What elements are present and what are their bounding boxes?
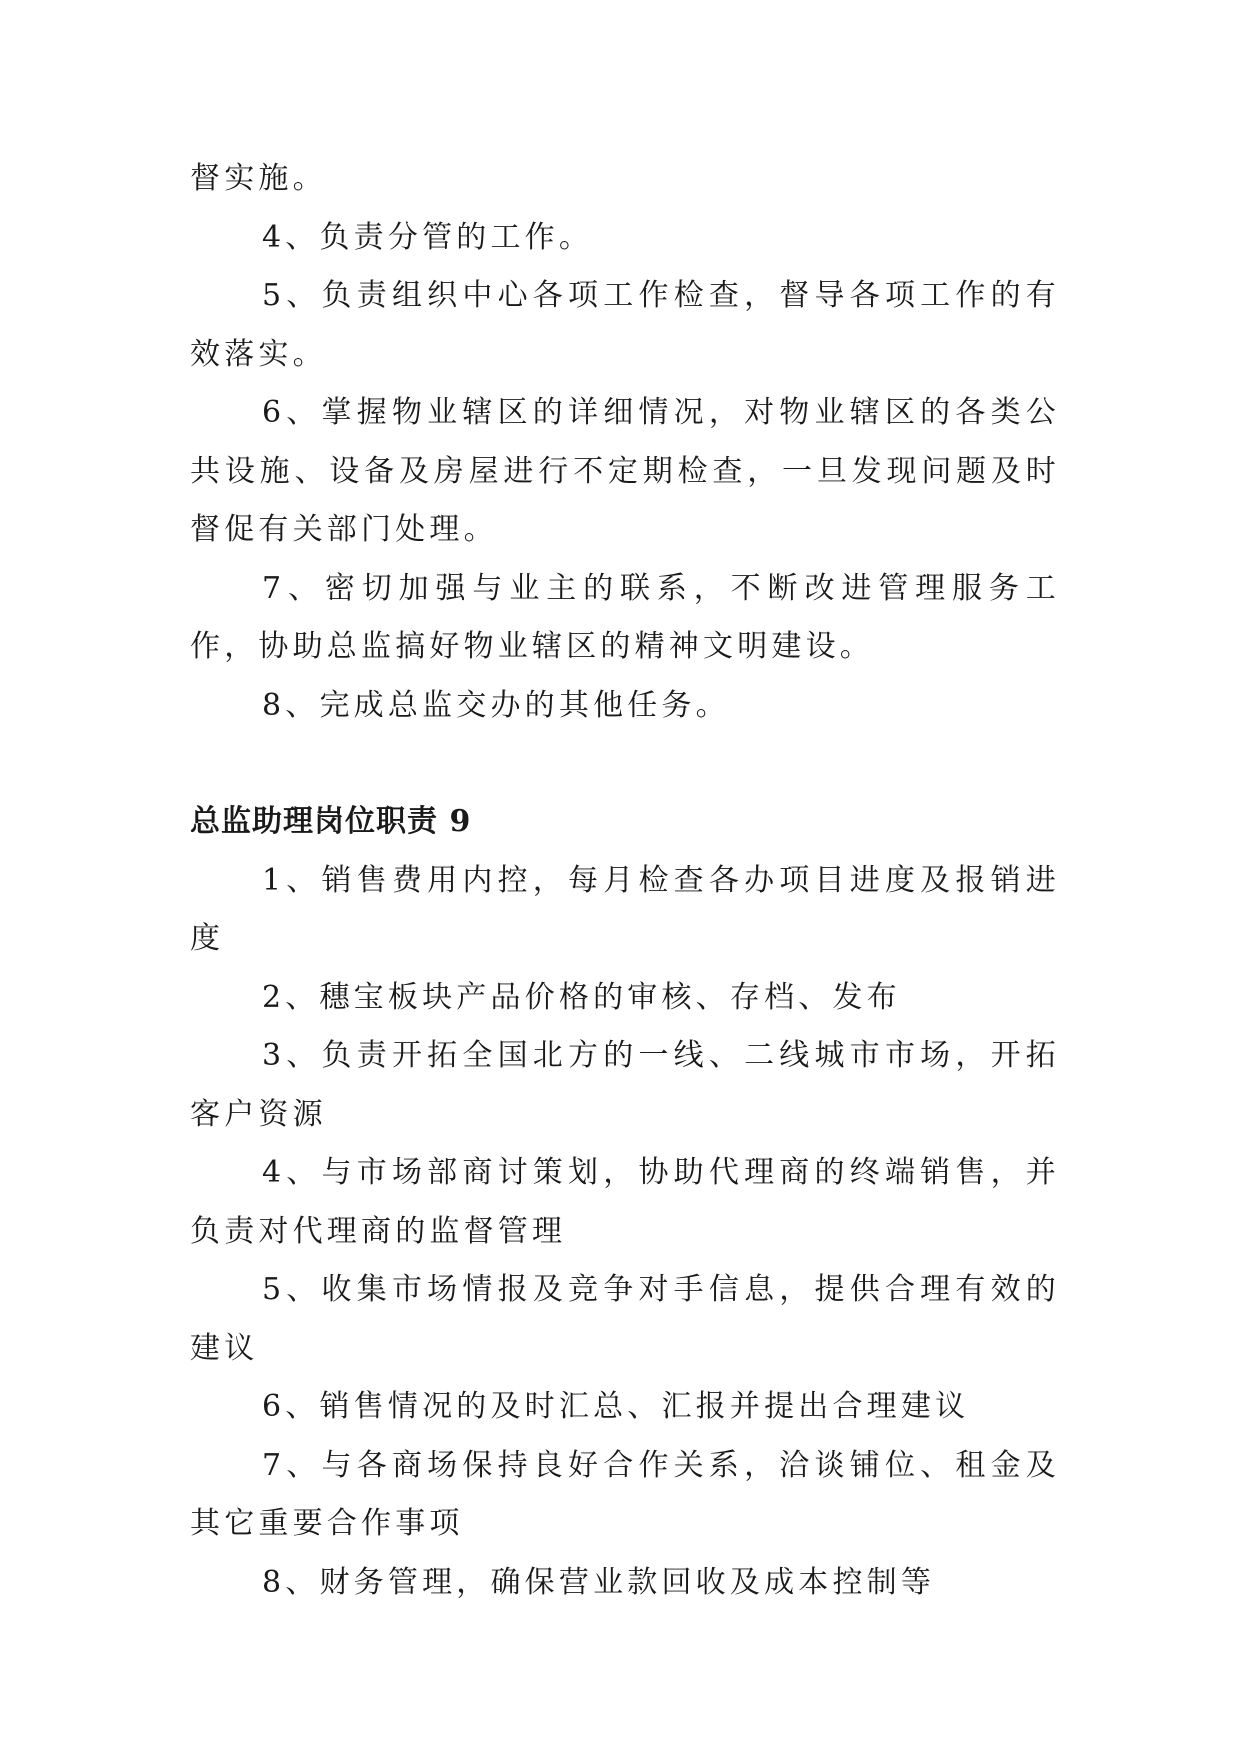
- duty-item: 7、与各商场保持良好合作关系，洽谈铺位、租金及其它重要合作事项: [190, 1447, 1060, 1541]
- duty-item: 5、收集市场情报及竞争对手信息，提供合理有效的建议: [190, 1272, 1060, 1366]
- duty-item: 6、销售情况的及时汇总、汇报并提出合理建议: [262, 1389, 970, 1424]
- duty-item: 4、负责分管的工作。: [262, 219, 594, 255]
- duties-list: [190, 852, 1060, 1613]
- duty-item: 5、负责组织中心各项工作检查，督导各项工作的有效落实。: [190, 278, 1060, 372]
- duty-item: 7、密切加强与业主的联系，不断改进管理服务工作，协助总监搞好物业辖区的精神文明建设。: [190, 570, 1060, 664]
- duty-item: 3、负责开拓全国北方的一线、二线城市市场，开拓客户资源: [190, 1038, 1060, 1132]
- duties-list-continued: [190, 150, 1060, 735]
- duty-item: 8、财务管理，确保营业款回收及成本控制等: [262, 1564, 936, 1600]
- paragraph-continuation: 督实施。: [190, 161, 327, 196]
- section-title: 总监助理岗位职责 9: [190, 804, 472, 839]
- duty-item: 2、穗宝板块产品价格的审核、存档、发布: [262, 979, 901, 1015]
- duty-item: 4、与市场部商讨策划，协助代理商的终端销售，并负责对代理商的监督管理: [190, 1155, 1060, 1249]
- duty-item: 1、销售费用内控，每月检查各办项目进度及报销进度: [190, 862, 1060, 956]
- duty-item: 8、完成总监交办的其他任务。: [262, 687, 730, 723]
- duty-item: 6、掌握物业辖区的详细情况，对物业辖区的各类公共设施、设备及房屋进行不定期检查，一旦发现问题及时督促有关部门处理。: [190, 395, 1060, 547]
- document-page: [190, 150, 1060, 1612]
